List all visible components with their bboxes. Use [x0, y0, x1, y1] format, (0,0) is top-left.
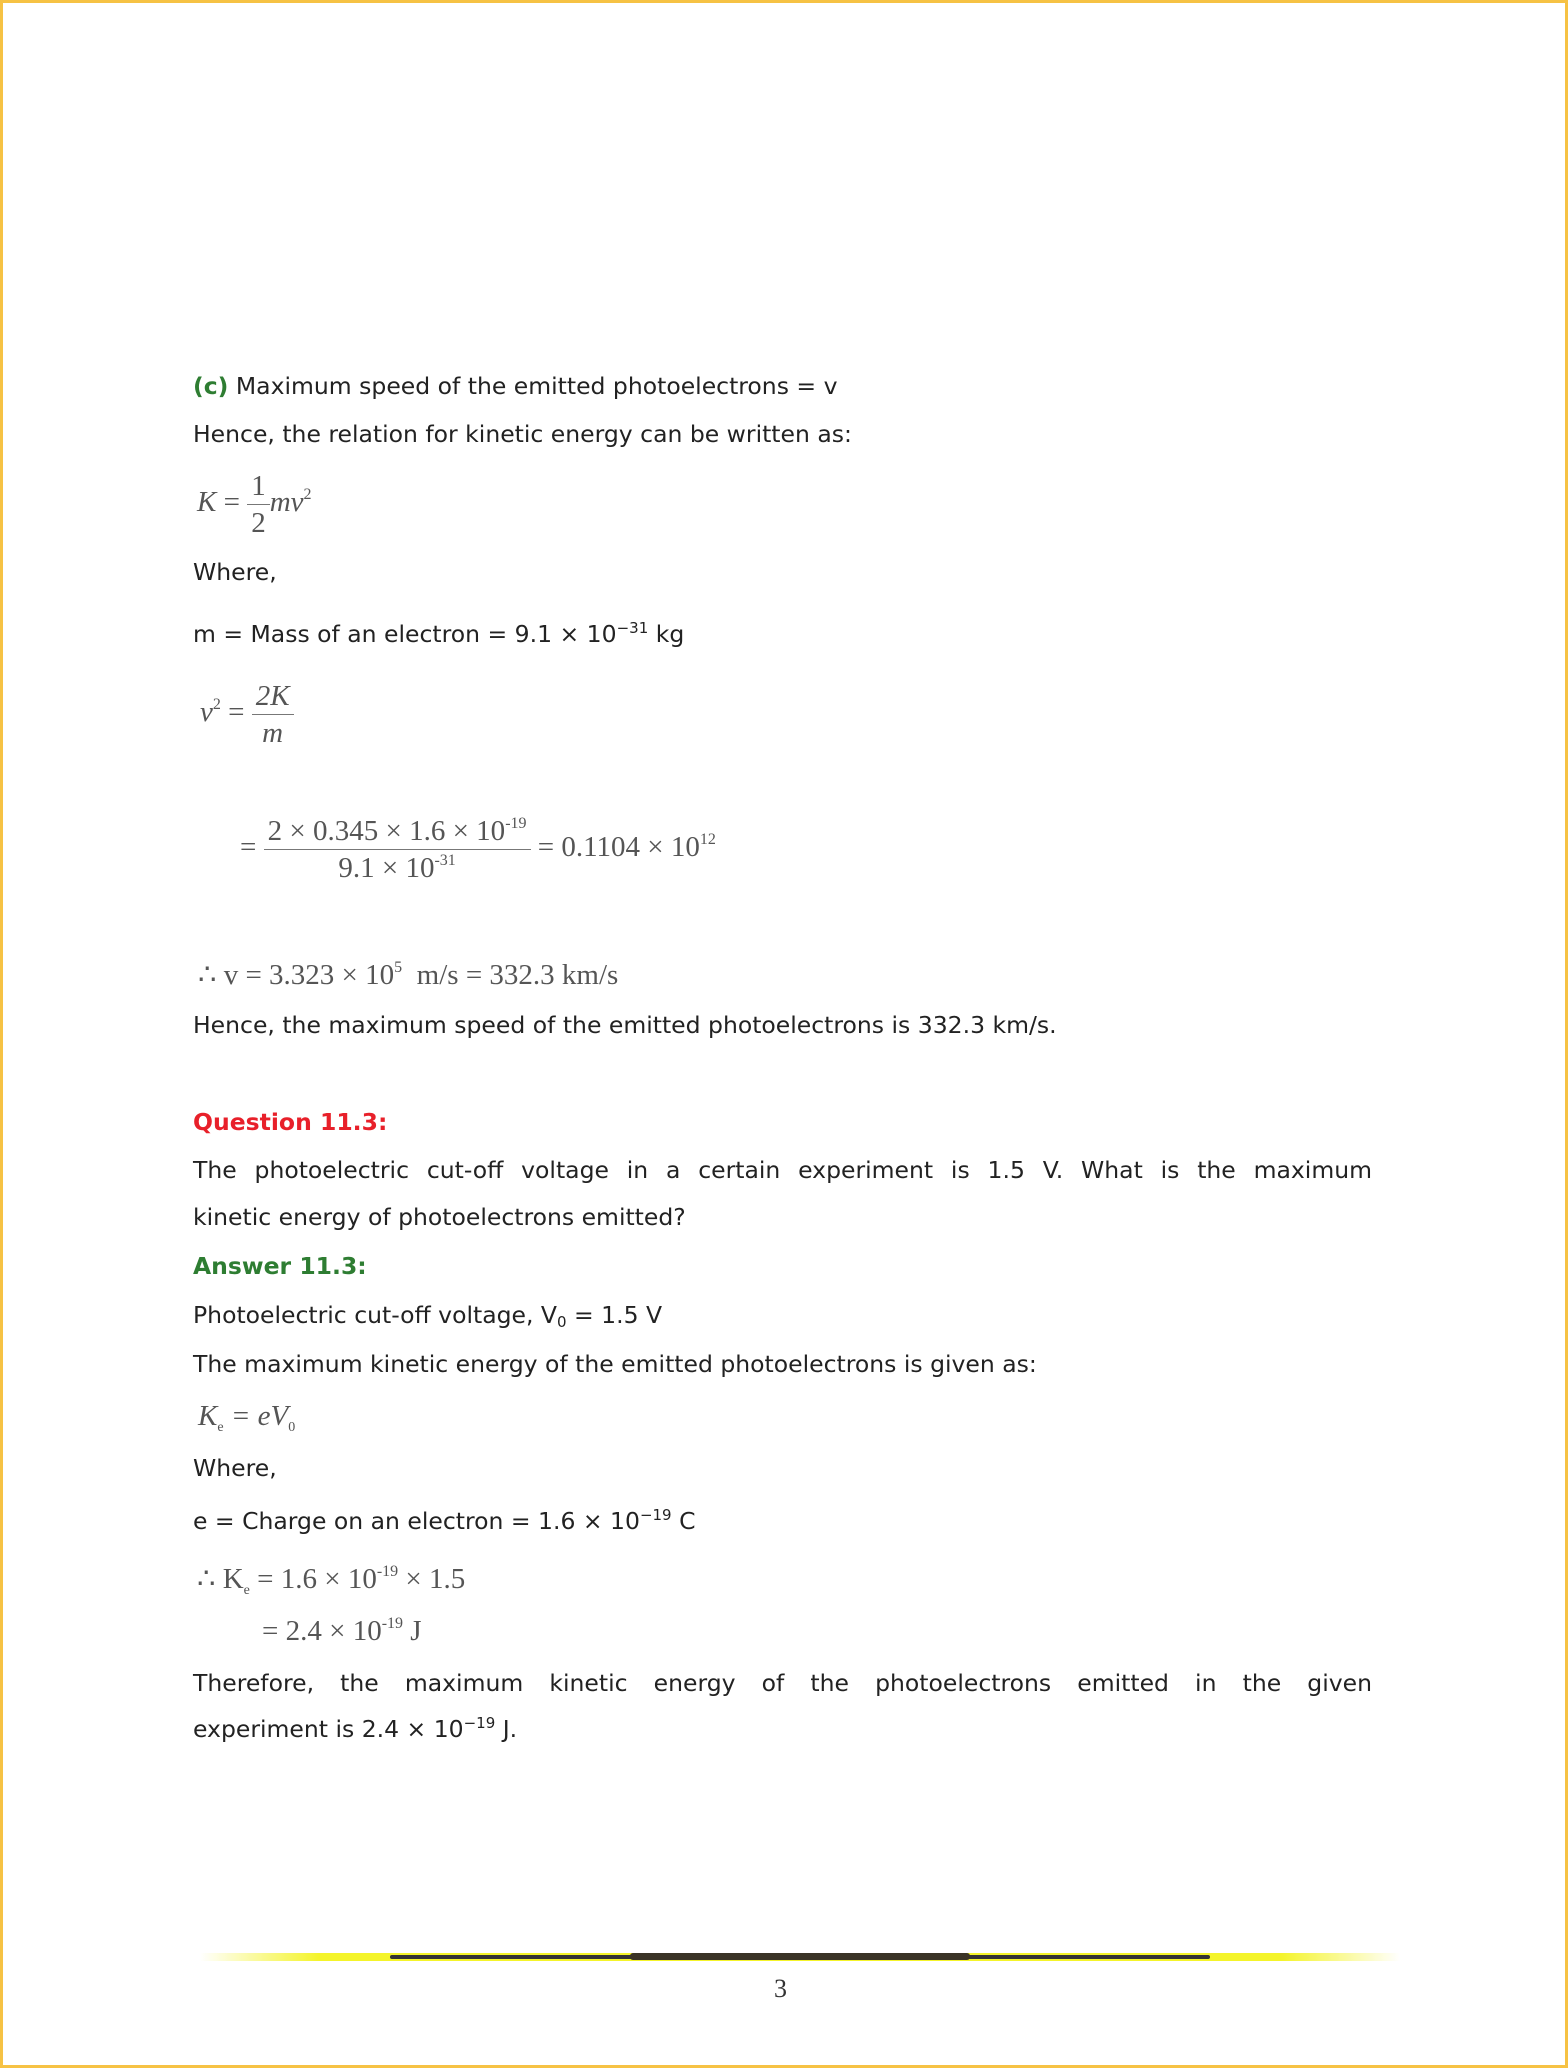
f-rhs: mv — [269, 486, 304, 519]
num-exp: -19 — [505, 815, 527, 832]
part-c-line — [193, 371, 837, 401]
answer-title: Answer 11.3: — [193, 1252, 367, 1280]
denominator — [264, 850, 531, 884]
fraction — [252, 680, 294, 749]
footer-divider-center — [630, 1953, 970, 1960]
cutoff-voltage-line — [193, 1300, 662, 1330]
where-label: Where, — [193, 558, 277, 586]
exp: -19 — [376, 1563, 399, 1580]
denominator: m — [262, 717, 284, 749]
max-ke-text: The maximum kinetic energy of the emitted photoelectrons is given as: — [193, 1350, 1037, 1378]
mid: = 2.4 × 10 — [262, 1615, 382, 1647]
result-exp: 12 — [699, 831, 716, 849]
t-end: = 1.5 V — [566, 1301, 663, 1329]
ke-conclusion: Therefore, the maximum kinetic energy of the photoelectrons emitted in the given — [193, 1669, 1372, 1697]
formula-kinetic-energy — [197, 470, 312, 539]
sub: e — [217, 1420, 224, 1435]
sub: e — [243, 1583, 250, 1598]
part-label: (c) — [193, 372, 229, 400]
f-eq: = — [240, 831, 264, 864]
t: experiment is 2.4 × 10 — [193, 1715, 464, 1743]
numerator: 1 — [247, 470, 270, 505]
mass-exp: −31 — [616, 619, 649, 637]
k: K — [198, 1400, 218, 1432]
pre: ∴ K — [197, 1563, 244, 1595]
sub: 0 — [557, 1313, 567, 1331]
t: e = Charge on an electron = 1.6 × 10 — [193, 1507, 640, 1535]
f-exp: 5 — [394, 959, 403, 976]
electron-charge-line — [193, 1506, 695, 1536]
t: Photoelectric cut-off voltage, V — [193, 1301, 557, 1329]
denominator: 2 — [251, 507, 266, 539]
f-rest: m/s = 332.3 km/s — [402, 959, 619, 991]
part-c-text: Maximum speed of the emitted photoelectrons = v — [228, 372, 838, 400]
question-title: Question 11.3: — [193, 1108, 388, 1136]
den-text: 9.1 × 10 — [338, 852, 435, 884]
formula-ke-result — [262, 1615, 422, 1647]
where-label-2: Where, — [193, 1454, 277, 1482]
question-text: The photoelectric cut-off voltage in a certain experiment is 1.5 V. What is the maximum — [193, 1156, 1372, 1184]
rest: = eV — [223, 1400, 289, 1432]
formula-ke-calc — [197, 1563, 466, 1598]
unit: C — [671, 1507, 696, 1535]
end: × 1.5 — [398, 1563, 466, 1595]
fraction — [247, 470, 270, 539]
exp: -19 — [381, 1615, 404, 1632]
f-lhs: v — [200, 696, 213, 729]
relation-text: Hence, the relation for kinetic energy can be written as: — [193, 420, 852, 448]
end: J — [403, 1615, 422, 1647]
formula-v-squared — [200, 680, 294, 749]
numerator — [264, 815, 531, 850]
page-number: 3 — [774, 1974, 787, 2003]
sub2: 0 — [288, 1420, 296, 1435]
fraction — [264, 815, 531, 884]
ke-conclusion-2 — [193, 1714, 517, 1744]
exp: −19 — [463, 1714, 496, 1732]
f-eq: = — [220, 696, 252, 729]
den-exp: -31 — [434, 852, 456, 869]
f-eq: = — [216, 486, 248, 519]
exp: −19 — [639, 1506, 672, 1524]
formula-calculation — [240, 815, 716, 884]
mid: = 1.6 × 10 — [249, 1563, 377, 1595]
speed-conclusion: Hence, the maximum speed of the emitted photoelectrons is 332.3 km/s. — [193, 1011, 1057, 1039]
formula-ke — [198, 1400, 296, 1435]
num-text: 2 × 0.345 × 1.6 × 10 — [267, 815, 506, 847]
mass-text: m = Mass of an electron = 9.1 × 10 — [193, 620, 617, 648]
result: = 0.1104 × 10 — [530, 831, 700, 864]
question-text-2: kinetic energy of photoelectrons emitted? — [193, 1203, 686, 1231]
f-exp: 2 — [303, 486, 312, 504]
numerator: 2K — [252, 680, 294, 715]
end: J. — [495, 1715, 518, 1743]
f-text: ∴ v = 3.323 × 10 — [198, 959, 395, 991]
electron-mass-line — [193, 619, 684, 649]
formula-velocity — [198, 959, 618, 991]
mass-unit: kg — [648, 620, 685, 648]
f-exp: 2 — [212, 696, 221, 714]
f-lhs: K — [197, 486, 217, 519]
